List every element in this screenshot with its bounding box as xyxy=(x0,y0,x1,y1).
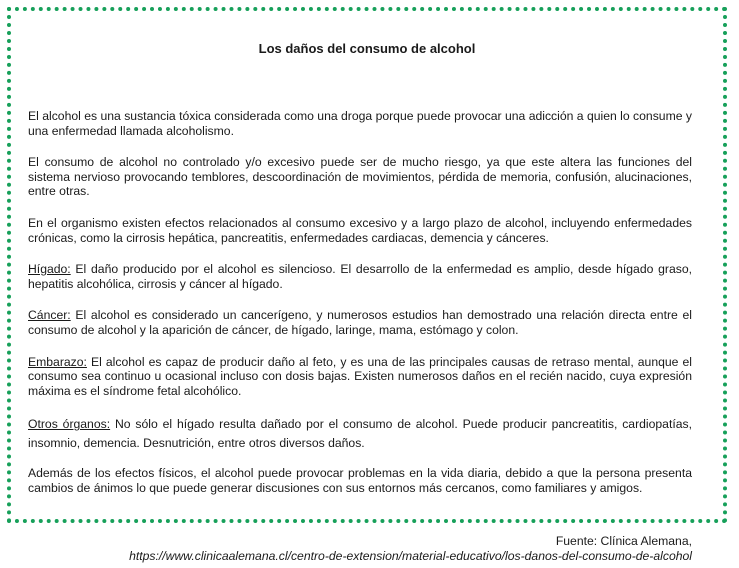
paragraph-text: No sólo el hígado resulta dañado por el consumo de alcohol. Puede producir pancreatitis, cardiopatías, insomnio, demencia. Desnutrición, entre otros diversos daños. xyxy=(28,417,692,451)
source-citation xyxy=(129,534,692,564)
paragraph-other-organs xyxy=(28,415,692,453)
paragraph-nervous-system xyxy=(28,155,692,199)
paragraph-intro xyxy=(28,109,692,138)
paragraph-label-pregnancy: Embarazo: xyxy=(28,354,87,369)
document-body xyxy=(28,109,692,513)
paragraph-text: El consumo de alcohol no controlado y/o excesivo puede ser de mucho riesgo, ya que este altera las funciones del sistema nervioso provocando temblores, descoordinación de movimientos, pérdida de memoria, confusión, alucinaciones, entre otras. xyxy=(28,155,692,199)
paragraph-label-cancer: Cáncer: xyxy=(28,308,71,323)
paragraph-text: El alcohol es una sustancia tóxica considerada como una droga porque puede provocar una adicción a quien lo consume y una enfermedad llamada alcoholismo. xyxy=(28,109,692,138)
paragraph-text: El alcohol es considerado un cancerígeno, y numerosos estudios han demostrado una relación directa entre el consumo de alcohol y la aparición de cáncer, de hígado, laringe, mama, estómago y colon. xyxy=(28,308,692,337)
paragraph-organism xyxy=(28,216,692,245)
paragraph-pregnancy xyxy=(28,355,692,399)
paragraph-text: En el organismo existen efectos relacionados al consumo excesivo y a largo plazo de alcohol, incluyendo enfermedades crónicas, como la cirrosis hepática, pancreatitis, enfermedades cardiacas, demencia y cánceres. xyxy=(28,215,692,245)
paragraph-text: Además de los efectos físicos, el alcohol puede provocar problemas en la vida diaria, debido a que la persona presenta cambios de ánimos lo que puede generar discusiones con sus entornos más cercanos, como familiares y amigos. xyxy=(28,466,692,495)
paragraph-text: El daño producido por el alcohol es silencioso. El desarrollo de la enfermedad es amplio, desde hígado graso, hepatitis alcohólica, cirrosis y cáncer al hígado. xyxy=(28,262,692,291)
paragraph-label-other-organs: Otros órganos: xyxy=(28,417,111,432)
paragraph-liver xyxy=(28,262,692,291)
paragraph-label-liver: Hígado: xyxy=(28,262,71,277)
paragraph-text: El alcohol es capaz de producir daño al feto, y es una de las principales causas de retraso mental, aunque el consumo sea continuo u ocasional incluso con dosis bajas. Existen numerosos daños en el recién nacido, cuya expresión máxima es el síndrome fetal alcohólico. xyxy=(28,354,692,398)
document-title: Los daños del consumo de alcohol xyxy=(258,41,476,56)
paragraph-daily-life xyxy=(28,466,692,495)
source-url: https://www.clinicaalemana.cl/centro-de-extension/material-educativo/los-danos-del-consumo-de-alcohol xyxy=(129,549,692,563)
source-label: Fuente: Clínica Alemana, xyxy=(555,534,692,548)
paragraph-cancer xyxy=(28,308,692,337)
